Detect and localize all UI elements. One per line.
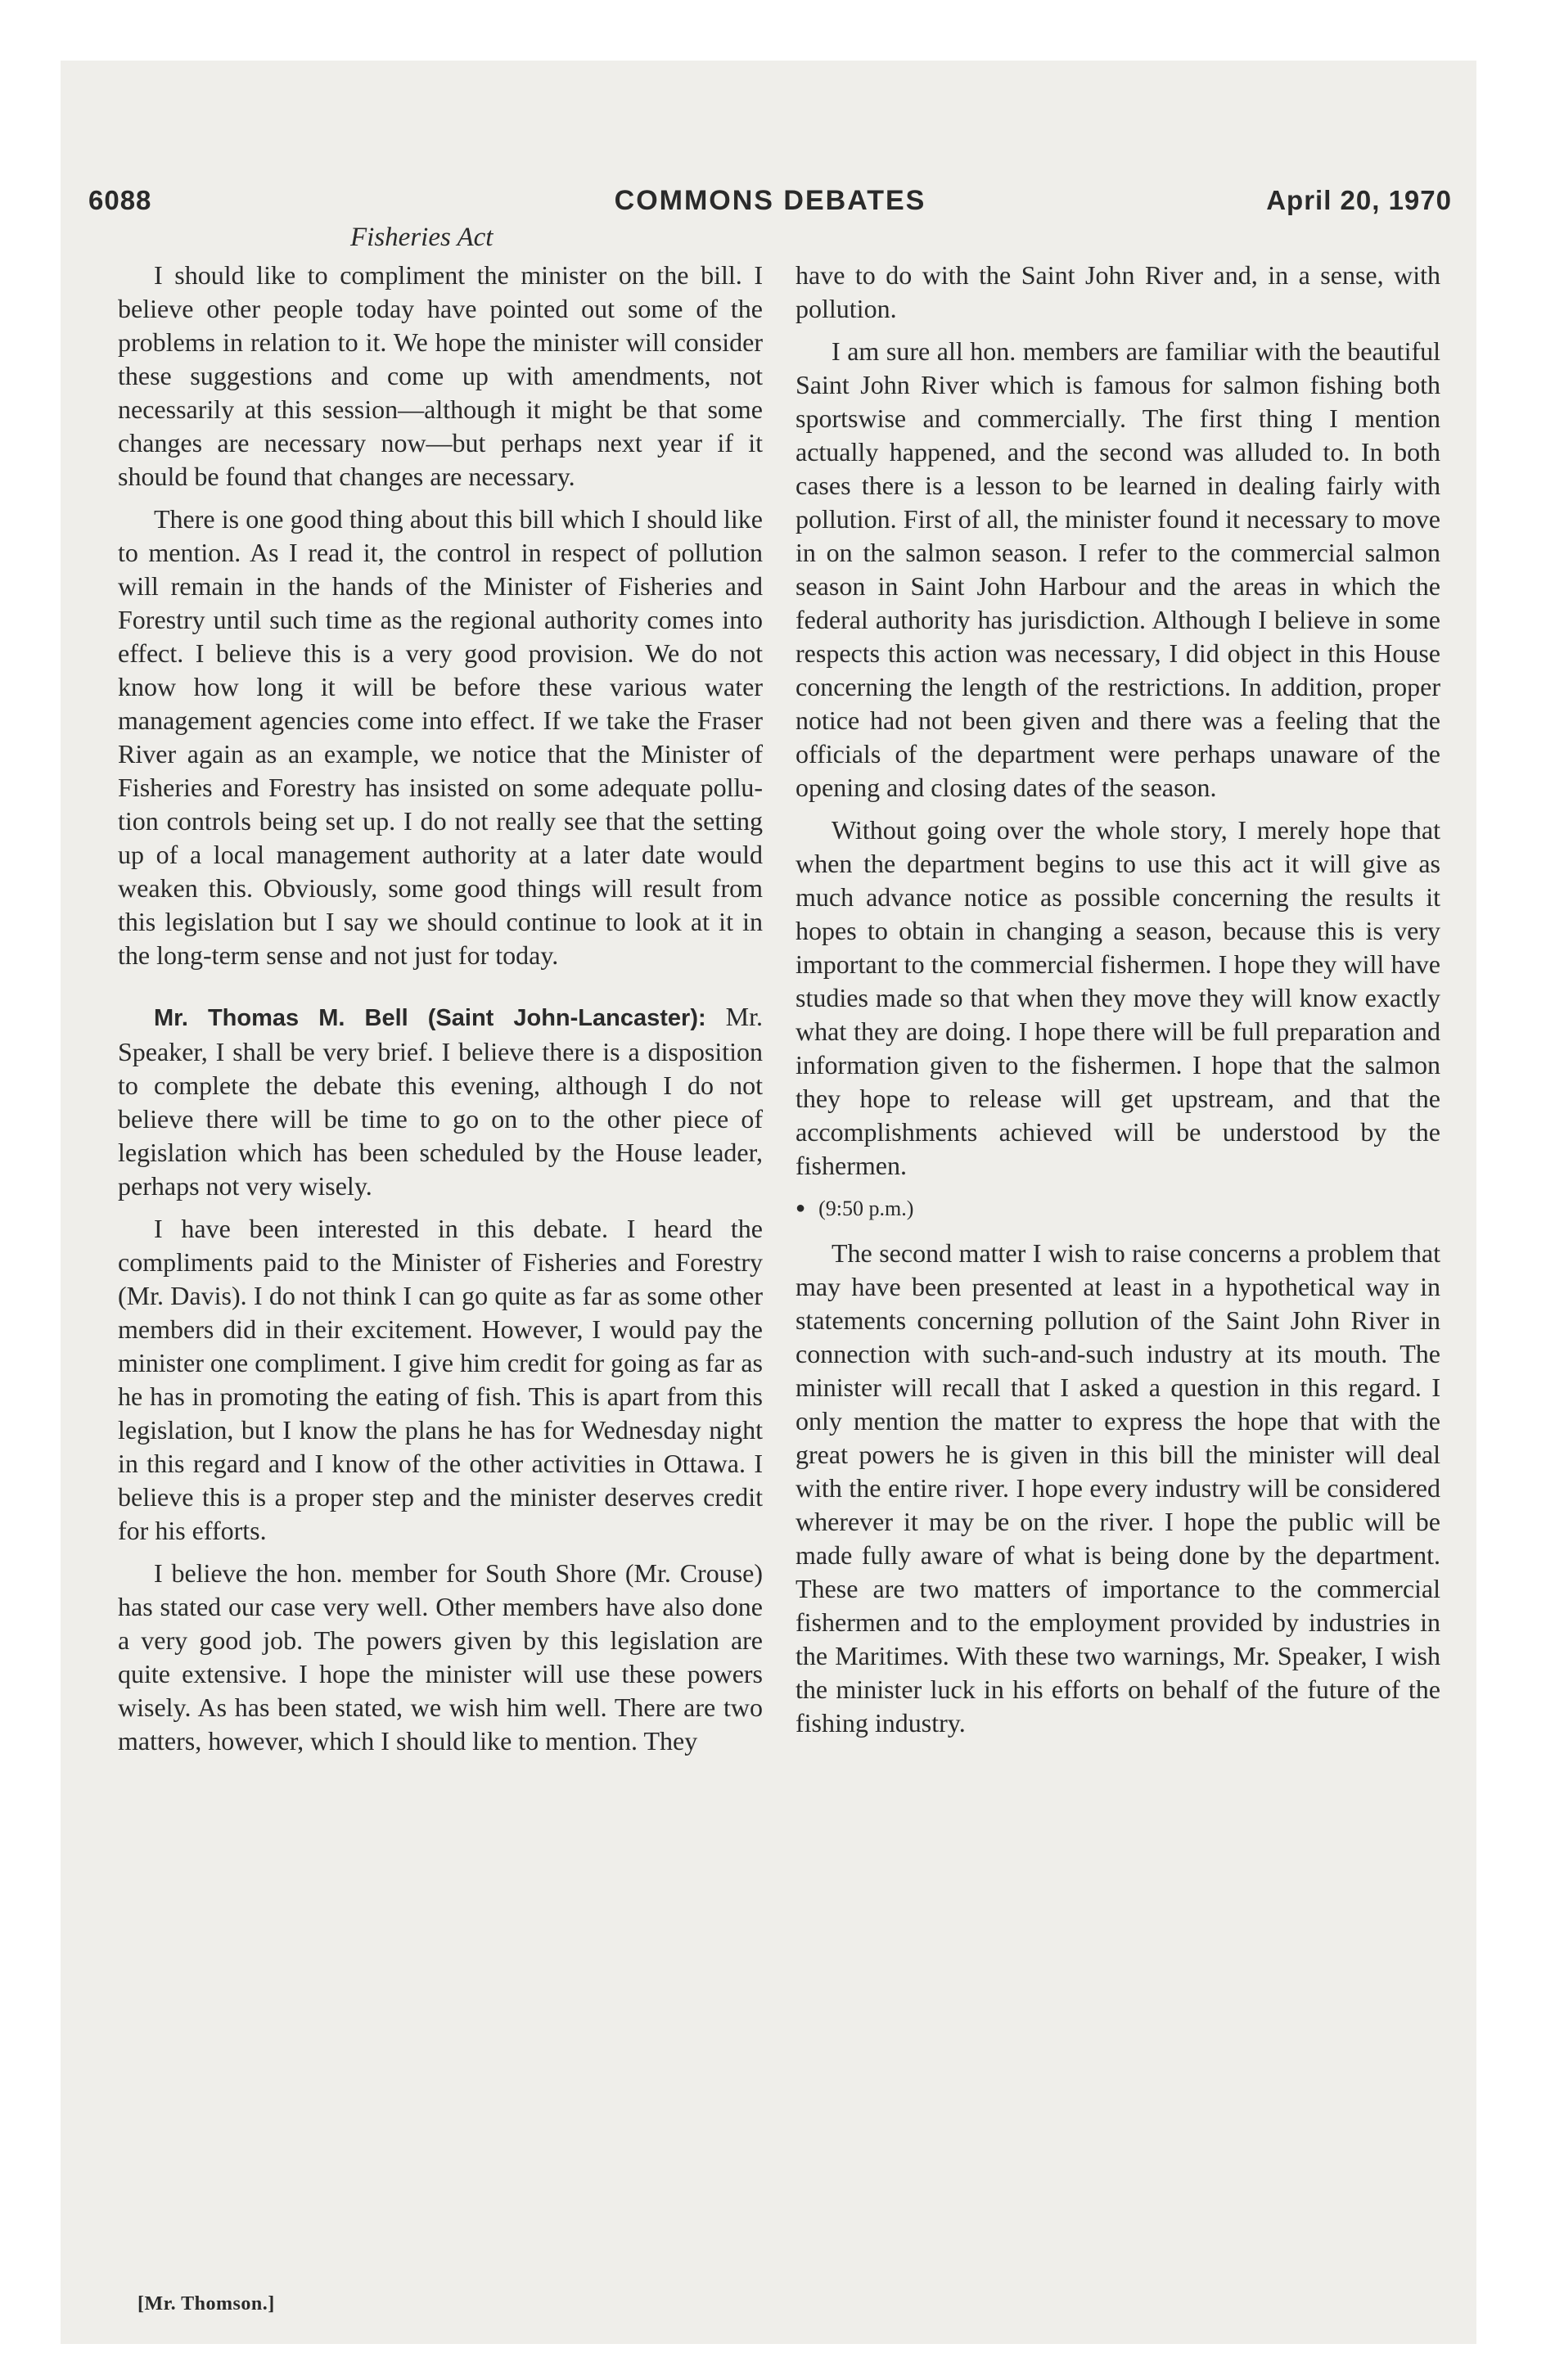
time-marker — [796, 1192, 1440, 1225]
speech-paragraph — [118, 1000, 763, 1203]
paragraph: I am sure all hon. members are familiar with the beautiful Saint John River which is famous for salmon fishing both sportswise and commercially. The first thing I mention actually happened, and the second was alluded to. In both cases there is a lesson to be learned in dealing fairly with pollution. First of all, the minister found it necessary to move in on the salmon season. I refer to the commercial salmon season in Saint John Harbour and the areas in which the federal authority has jurisdiction. Although I believe in some respects this action was necessary, I did object in this House concerning the length of the restrictions. In addition, proper notice had not been given and there was a feeling that the officials of the department were perhaps unaware of the opening and closing dates of the season. — [796, 336, 1440, 802]
paragraph: The second matter I wish to raise concerns a problem that may have been presented at least in a hypothetical way in statements concerning pollution of the Saint John River in connection with such-and-such industry at its mouth. The minister will recall that I asked a question in this regard. I only mention the matter to express the hope that with the great powers he is given in this bill the minister will deal with the entire river. I hope every industry will be considered wherever it may be on the river. I hope the public will be made fully aware of what is being done by the department. These are two matters of importance to the commercial fishermen and to the employment provided by industries in the Maritimes. With these two warnings, Mr. Speaker, I wish the minister luck in his efforts on behalf of the future of the fishing industry. — [796, 1238, 1440, 1738]
document-page — [61, 61, 1476, 2344]
publication-date: April 20, 1970 — [1266, 185, 1452, 215]
publication-title: COMMONS DEBATES — [614, 185, 926, 216]
speaker-reference: [Mr. Thomson.] — [137, 2293, 275, 2315]
paragraph: There is one good thing about this bill which I should like to mention. As I read it, the control in respect of pollution will remain in the hands of the Minister of Fisheries and Forestry until such time as the regional authority comes into effect. I believe this is a very good provision. We do not know how long it will be before these various water management agencies come into effect. If we take the Fraser River again as an example, we notice that the Minister of Fisheries and Forestry has insisted on some adequate pollution controls being set up. I do not really see that the setting up of a local management authority at a later date would weaken this. Obviously, some good things will result from this legislation but I say we should continue to look at it in the long-term sense and not just for today. — [118, 504, 763, 970]
paragraph: I have been interested in this debate. I heard the compliments paid to the Minister of Fisheries and Forestry (Mr. Davis). I do not think I can go quite as far as some other members did in their excitement. However, I would pay the minister one compliment. I give him credit for going as far as he has in promoting the eating of fish. This is apart from this legislation, but I know the plans he has for Wednesday night in this regard and I know of the other activities in Ottawa. I believe this is a proper step and the minister deserves credit for his efforts. — [118, 1214, 763, 1545]
time-marker-text: (9:50 p.m.) — [818, 1197, 914, 1220]
page-header — [88, 185, 1452, 226]
paragraph: I should like to compliment the minister on the bill. I believe other people today have pointed out some of the problems in relation to it. We hope the minister will consider these suggestions and come up with amendments, not necessarily at this session—although it might be that some changes are necessary now—but perhaps next year if it should be found that changes are necessary. — [118, 260, 763, 491]
right-column — [796, 259, 1440, 1749]
left-column — [118, 259, 763, 1767]
section-title: Fisheries Act — [350, 223, 494, 252]
paragraph: Without going over the whole story, I merely hope that when the department begins to use this act it will give as much advance notice as possible concerning the results it hopes to obtain in changing a season, because this is very important to the commercial fishermen. I hope they will have studies made so that when they move they will know exactly what they are doing. I hope there will be full preparation and information given to the fishermen. I hope that the salmon they hope to release will get upstream, and that the accomplishments achieved will be understood by the fishermen. — [796, 815, 1440, 1180]
speech-text: Mr. Speaker, I shall be very brief. I believe there is a disposition to complete the debate this evening, although I do not believe there will be time to go on to the other piece of legislation which has been scheduled by the House leader, perhaps not very wisely. — [118, 1002, 763, 1201]
speaker-name: Mr. Thomas M. Bell (Saint John-Lancaster): — [154, 1005, 706, 1031]
paragraph: have to do with the Saint John River and, in a sense, with pollution. — [796, 260, 1440, 323]
bullet-icon: ● — [796, 1199, 806, 1217]
paragraph: I believe the hon. member for South Shore (Mr. Crouse) has stated our case very well. Other members have also done a very good job. The powers given by this legislation are quite extensive. I hope the minister will use these powers wisely. As has been stated, we wish him well. There are two matters, however, which I should like to mention. They — [118, 1558, 763, 1756]
page-number: 6088 — [88, 185, 152, 215]
